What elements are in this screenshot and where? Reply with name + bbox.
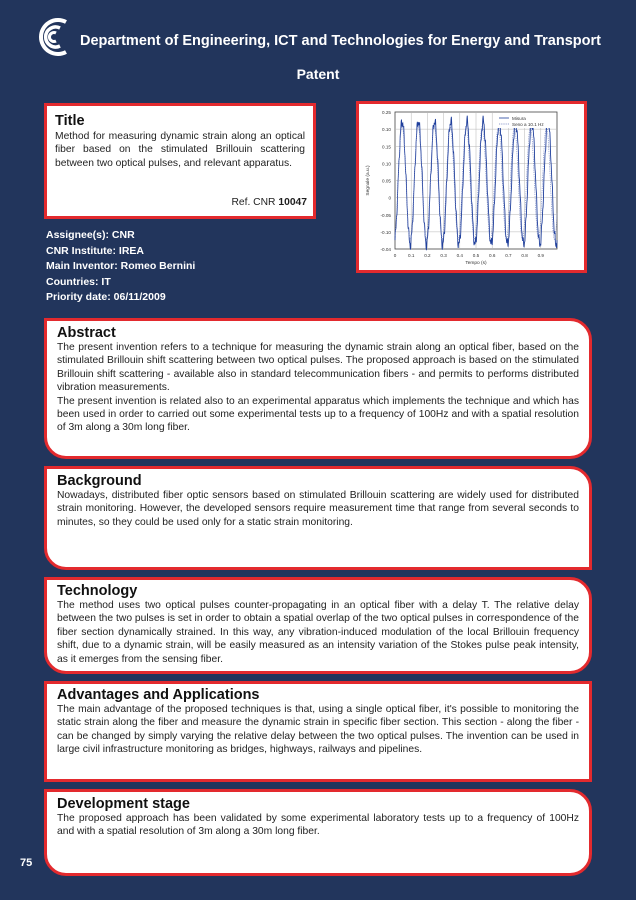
- title-text: Method for measuring dynamic strain along an optical fiber based on the stimulated Brillouin scattering between two optical pulses, and relevant apparatus.: [55, 131, 305, 169]
- countries: Countries: IT: [46, 275, 111, 288]
- background-heading: Background: [57, 473, 142, 489]
- x-tick-label: 0: [393, 253, 397, 258]
- advantages-text: The main advantage of the proposed techniques is that, using a single optical fiber, it's possible to monitoring the static strain along the fiber and measure the dynamic strain in specific fiber section. This section - along the fiber - can be changed by simply varying the relative delay between the two optical pulses. The invention can be used in large civil infrastructure monitoring as bridges, highways, railways and pipelines.: [57, 704, 579, 756]
- development-text: The proposed approach has been validated by some experimental laboratory tests up to a frequency of 100Hz and with a spatial resolution of 3m along a 30m long fiber.: [57, 813, 579, 838]
- technology-heading: Technology: [57, 583, 138, 599]
- y-tick-label: 0.10: [382, 127, 391, 133]
- legend-label: Seno a 10.1 Hz: [512, 121, 544, 127]
- development-heading: Development stage: [57, 796, 190, 812]
- y-tick-label: 0.10: [382, 161, 391, 167]
- advantages-section: [44, 681, 592, 782]
- priority-date: Priority date: 06/11/2009: [46, 291, 166, 303]
- abstract-para-2: The present invention is related also to an experimental apparatus which implements the technique and which has been used in order to carried out some experimental tests up to a frequency of 100Hz and with a spatial resolution of 3m along a 30m long fiber.: [57, 395, 579, 434]
- reference: [231, 197, 307, 208]
- abstract-section: [44, 318, 592, 459]
- y-tick-label: -0.10: [380, 229, 391, 235]
- development-section: [44, 789, 592, 876]
- x-tick-label: 0.2: [424, 253, 431, 258]
- main-inventor: Main Inventor: Romeo Bernini: [46, 260, 196, 272]
- abstract-heading: Abstract: [57, 325, 116, 341]
- x-tick-label: 0.6: [489, 253, 496, 258]
- x-tick-label: 0.4: [456, 253, 463, 258]
- legend-label: Misura: [512, 115, 526, 121]
- background-section: [44, 466, 592, 570]
- title-heading: Title: [55, 113, 85, 129]
- title-box: [44, 103, 316, 219]
- y-tick-label: 0.25: [382, 110, 391, 115]
- x-tick-label: 0.7: [505, 253, 512, 258]
- cnr-logo-icon: [30, 18, 70, 56]
- x-tick-label: 0.1: [408, 253, 415, 258]
- y-tick-label: 0.05: [382, 178, 391, 184]
- y-tick-label: -0.04: [380, 247, 391, 252]
- patent-info: [46, 228, 195, 306]
- assignee: Assignee(s): CNR: [46, 229, 135, 241]
- y-tick-label: -0.05: [380, 212, 391, 218]
- background-text: Nowadays, distributed fiber optic sensors based on stimulated Brillouin scattering are widely used for distributed strain monitoring. However, the developed sensors require measurement time that range from several seconds to minutes, so they could be used only for a static strain monitoring.: [57, 490, 579, 528]
- chart-box: [356, 101, 587, 273]
- section-label: Patent: [296, 66, 340, 82]
- advantages-heading: Advantages and Applications: [57, 687, 260, 703]
- x-tick-label: 0.5: [472, 253, 480, 258]
- ref-label: Ref. CNR: [231, 197, 279, 208]
- department-title: Department of Engineering, ICT and Technologies for Energy and Transport: [80, 33, 601, 49]
- ref-number: 10047: [278, 197, 307, 208]
- abstract-para-1: The present invention refers to a technique for measuring the dynamic strain along an optical fiber, based on the stimulated Brillouin shift scattering between two optical pulses. The proposed approach is based on the stimulated Brillouin shift scattering - available also in standard telecommunication fibers - and permits to performs distributed vibration measurements.: [57, 342, 579, 394]
- x-axis-label: Tempo (s): [465, 261, 487, 266]
- x-tick-label: 0.9: [537, 253, 544, 258]
- technology-text: The method uses two optical pulses counter-propagating in an optical fiber with a delay T. The relative delay between the two pulses is set in order to obtain a spatial overlap of the two optical pulses in correspondence of the fiber section dynamically strained. In this way, any vibration-induced modulation of the local Brillouin frequency shift, due to a dynamic strain, will be easily measured as an intensity variation of the Stokes pulse peak intensity, as it emerges from the sensing fiber.: [57, 600, 579, 665]
- y-tick-label: 0: [388, 195, 391, 201]
- x-tick-label: 0.8: [521, 253, 528, 258]
- strain-chart: [359, 104, 584, 270]
- x-tick-label: 0.3: [440, 253, 447, 258]
- page-number: 75: [20, 857, 33, 869]
- institute: CNR Institute: IREA: [46, 244, 144, 257]
- y-axis-label: Segnale (a.u.): [366, 165, 371, 196]
- y-tick-label: 0.15: [382, 144, 391, 150]
- technology-section: [44, 577, 592, 674]
